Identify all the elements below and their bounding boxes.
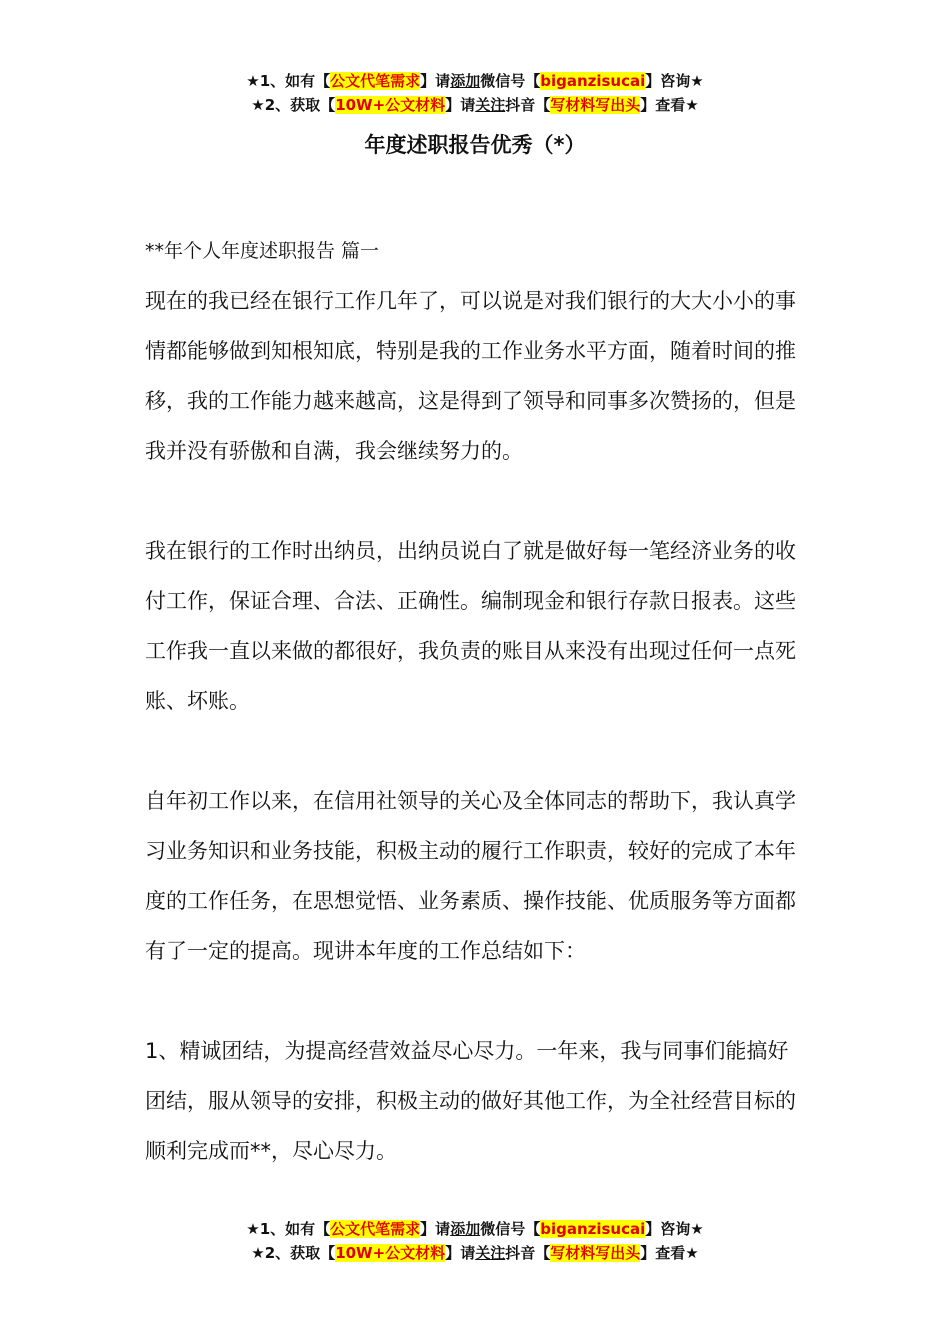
- promo-text: ★2、获取【: [251, 96, 336, 114]
- promo-text: 抖音【: [505, 1244, 551, 1262]
- promo-line-1: [0, 1217, 950, 1241]
- document-title: 年度述职报告优秀（*）: [364, 133, 586, 157]
- promo-highlight: 10W+公文材料: [335, 1244, 446, 1262]
- promo-underline: 关注: [475, 96, 506, 114]
- promo-banner-top: [0, 69, 950, 117]
- paragraph: 现在的我已经在银行工作几年了，可以说是对我们银行的大大小小的事情都能够做到知根知底，特别是我的工作业务水平方面，随着时间的推移，我的工作能力越来越高，这是得到了领导和同事多次赞扬的，但是我并没有骄傲和自满，我会继续努力的。: [145, 289, 796, 463]
- promo-wechat-id: biganzisucai: [540, 72, 646, 90]
- promo-text: 】查看★: [640, 1244, 699, 1262]
- promo-text: 】咨询★: [645, 72, 704, 90]
- promo-line-1: [0, 69, 950, 93]
- promo-text: ★1、如有【: [246, 72, 331, 90]
- promo-text: 】请: [420, 1220, 451, 1238]
- promo-text: 】请: [420, 72, 451, 90]
- promo-text: 微信号【: [480, 1220, 541, 1238]
- promo-text: ★2、获取【: [251, 1244, 336, 1262]
- promo-highlight: 公文代笔需求: [330, 72, 421, 90]
- promo-highlight: 公文代笔需求: [330, 1220, 421, 1238]
- promo-text: 】请: [445, 1244, 476, 1262]
- promo-text: 】请: [445, 96, 476, 114]
- paragraph: 自年初工作以来，在信用社领导的关心及全体同志的帮助下，我认真学习业务知识和业务技能，积极主动的履行工作职责，较好的完成了本年度的工作任务，在思想觉悟、业务素质、操作技能、优质服务等方面都有了一定的提高。现讲本年度的工作总结如下：: [145, 789, 796, 963]
- promo-text: ★1、如有【: [246, 1220, 331, 1238]
- promo-banner-bottom: [0, 1217, 950, 1265]
- section-heading: **年个人年度述职报告 篇一: [145, 240, 380, 262]
- promo-text: 微信号【: [480, 72, 541, 90]
- promo-line-2: [0, 93, 950, 117]
- promo-wechat-id: biganzisucai: [540, 1220, 646, 1238]
- paragraph: 我在银行的工作时出纳员，出纳员说白了就是做好每一笔经济业务的收付工作，保证合理、合法、正确性。编制现金和银行存款日报表。这些工作我一直以来做的都很好，我负责的账目从来没有出现过任何一点死账、坏账。: [145, 539, 796, 713]
- promo-text: 抖音【: [505, 96, 551, 114]
- promo-douyin-id: 写材料写出头: [550, 96, 641, 114]
- promo-line-2: [0, 1241, 950, 1265]
- promo-underline: 添加: [450, 1220, 481, 1238]
- paragraph-spacer: [145, 976, 809, 1026]
- paragraph-spacer: [145, 476, 809, 526]
- promo-text: 】咨询★: [645, 1220, 704, 1238]
- promo-underline: 添加: [450, 72, 481, 90]
- paragraph-spacer: [145, 726, 809, 776]
- promo-highlight: 10W+公文材料: [335, 96, 446, 114]
- promo-text: 】查看★: [640, 96, 699, 114]
- document-body: [145, 226, 809, 1176]
- paragraph: 1、精诚团结，为提高经营效益尽心尽力。一年来，我与同事们能搞好团结，服从领导的安排，积极主动的做好其他工作，为全社经营目标的顺利完成而**，尽心尽力。: [145, 1039, 796, 1163]
- promo-underline: 关注: [475, 1244, 506, 1262]
- promo-douyin-id: 写材料写出头: [550, 1244, 641, 1262]
